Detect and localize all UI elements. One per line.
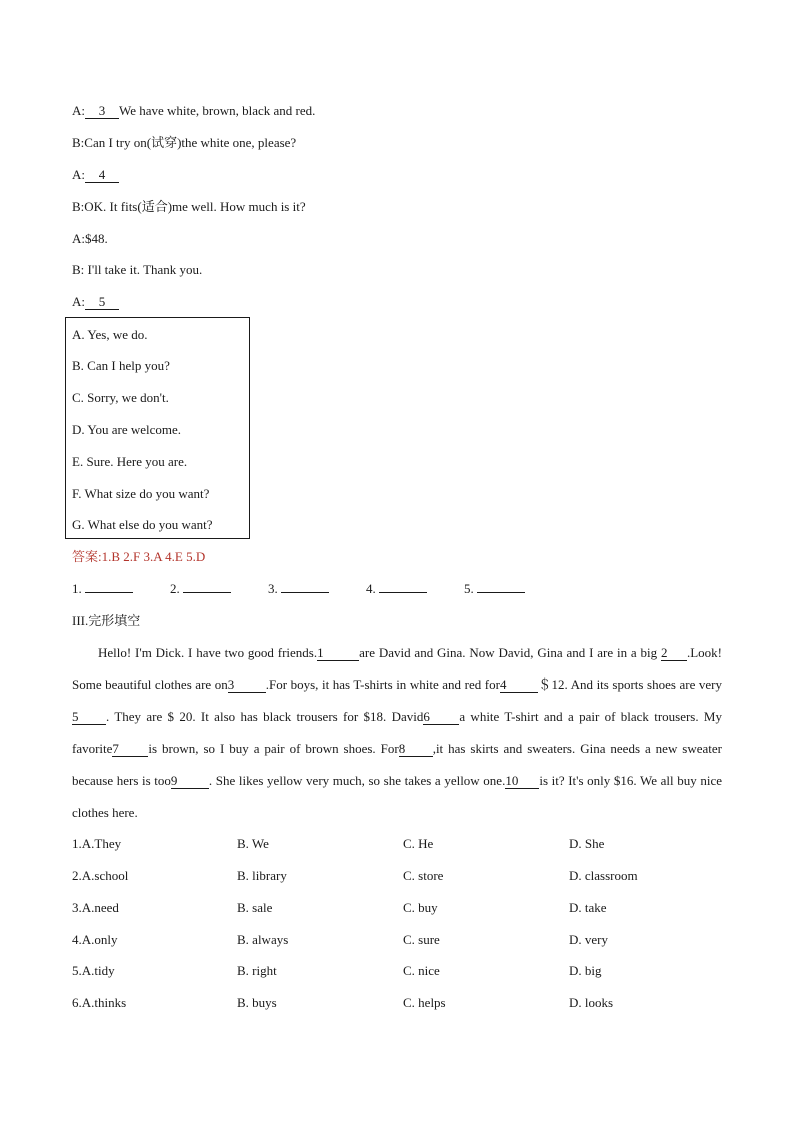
question-1-option-a: 1.A.They: [72, 836, 122, 851]
section-title: III.完形填空: [72, 613, 141, 628]
dialogue-speaker: A:: [72, 294, 85, 309]
question-4-option-d: D. very: [569, 932, 608, 947]
dialogue-blank: 5: [85, 295, 119, 310]
dialogue-line-3: [72, 167, 119, 183]
option-f: F. What size do you want?: [72, 486, 210, 501]
cloze-blank-3: 3: [228, 678, 266, 693]
option-g: G. What else do you want?: [72, 517, 213, 532]
question-3-option-c: C. buy: [403, 900, 438, 915]
cloze-blank-4: 4: [500, 678, 538, 693]
answer-blank-number: 2.: [170, 581, 180, 596]
dialogue-text: We have white, brown, black and red.: [119, 103, 316, 118]
cloze-blank-5: 5: [72, 710, 106, 725]
cloze-blank-1: 1: [317, 646, 359, 661]
answer-blank-line: [183, 592, 231, 593]
cloze-blank-6: 6: [423, 710, 459, 725]
dialogue-line-6: [72, 262, 202, 278]
answer-blank-4: [366, 581, 427, 597]
passage-text: .For boys, it has T-shirts in white and red for: [265, 677, 500, 692]
passage-text: .Look! Some beautiful clothes are on: [72, 645, 722, 692]
passage-text: . They are $ 20. It also has black trousers for $18. David: [106, 709, 424, 724]
passage-text: a white T-shirt and a pair of black trousers. My favorite: [72, 709, 722, 756]
dialogue-line-7: [72, 294, 119, 310]
passage-text: ,it has skirts and sweaters. Gina needs a new sweater because hers is too: [72, 741, 722, 788]
answer-blank-line: [85, 592, 133, 593]
question-2-option-b: B. library: [237, 868, 287, 883]
dialogue-text: B:Can I try on(试穿)the white one, please?: [72, 135, 297, 150]
question-3-option-d: D. take: [569, 900, 607, 915]
answer-blank-number: 1.: [72, 581, 82, 596]
question-5-option-d: D. big: [569, 963, 602, 978]
question-5-option-c: C. nice: [403, 963, 440, 978]
answer-blank-number: 4.: [366, 581, 376, 596]
dialogue-blank: 4: [85, 168, 119, 183]
cloze-passage: [72, 637, 722, 829]
dialogue-text: B: I'll take it. Thank you.: [72, 262, 203, 277]
dialogue-line-2: [72, 135, 296, 151]
question-2-option-d: D. classroom: [569, 868, 638, 883]
question-2-option-a: 2.A.school: [72, 868, 129, 883]
question-1-option-b: B. We: [237, 836, 269, 851]
dialogue-line-4: [72, 199, 306, 215]
option-d: D. You are welcome.: [72, 422, 182, 437]
passage-text: are David and Gina. Now David, Gina and I are in a big: [359, 645, 661, 660]
question-6-option-b: B. buys: [237, 995, 277, 1010]
answer-blank-1: [72, 581, 133, 597]
question-3-option-a: 3.A.need: [72, 900, 119, 915]
question-6-option-a: 6.A.thinks: [72, 995, 127, 1010]
dialogue-speaker: A:: [72, 167, 85, 182]
option-a: A. Yes, we do.: [72, 327, 148, 342]
dialogue-speaker: A:: [72, 103, 85, 118]
dialogue-text: A:$48.: [72, 231, 108, 246]
answer-blank-line: [281, 592, 329, 593]
cloze-blank-9: 9: [171, 774, 209, 789]
question-4-option-a: 4.A.only: [72, 932, 118, 947]
options-box: [65, 317, 250, 539]
answer-blank-2: [170, 581, 231, 597]
dialogue-blank: 3: [85, 104, 119, 119]
answer-blank-3: [268, 581, 329, 597]
passage-text: is it? It's only $16. We all buy nice clothes here.: [72, 773, 722, 820]
dialogue-line-1: [72, 103, 315, 119]
passage-text: ＄12. And its sports shoes are very: [537, 677, 722, 692]
question-4-option-b: B. always: [237, 932, 289, 947]
answer-blank-number: 5.: [464, 581, 474, 596]
question-6-option-c: C. helps: [403, 995, 446, 1010]
passage-text: . She likes yellow very much, so she takes a yellow one.: [208, 773, 506, 788]
question-1-option-c: C. He: [403, 836, 434, 851]
question-6-option-d: D. looks: [569, 995, 614, 1010]
question-5-option-a: 5.A.tidy: [72, 963, 115, 978]
answer-blank-number: 3.: [268, 581, 278, 596]
question-5-option-b: B. right: [237, 963, 277, 978]
cloze-blank-10: 10: [505, 774, 539, 789]
question-4-option-c: C. sure: [403, 932, 440, 947]
answer-blank-line: [379, 592, 427, 593]
cloze-blank-8: 8: [399, 742, 433, 757]
cloze-blank-7: 7: [112, 742, 148, 757]
dialogue-line-5: [72, 231, 108, 247]
passage-text: Hello! I'm Dick. I have two good friends.: [98, 645, 318, 660]
question-3-option-b: B. sale: [237, 900, 273, 915]
answer-key: 答案:1.B 2.F 3.A 4.E 5.D: [72, 549, 206, 564]
passage-text: is brown, so I buy a pair of brown shoes. For: [148, 741, 399, 756]
dialogue-text: B:OK. It fits(适合)me well. How much is it?: [72, 199, 306, 214]
cloze-blank-2: 2: [661, 646, 687, 661]
question-2-option-c: C. store: [403, 868, 444, 883]
option-b: B. Can I help you?: [72, 358, 170, 373]
answer-blank-5: [464, 581, 525, 597]
question-1-option-d: D. She: [569, 836, 605, 851]
option-c: C. Sorry, we don't.: [72, 390, 169, 405]
option-e: E. Sure. Here you are.: [72, 454, 188, 469]
answer-blank-line: [477, 592, 525, 593]
